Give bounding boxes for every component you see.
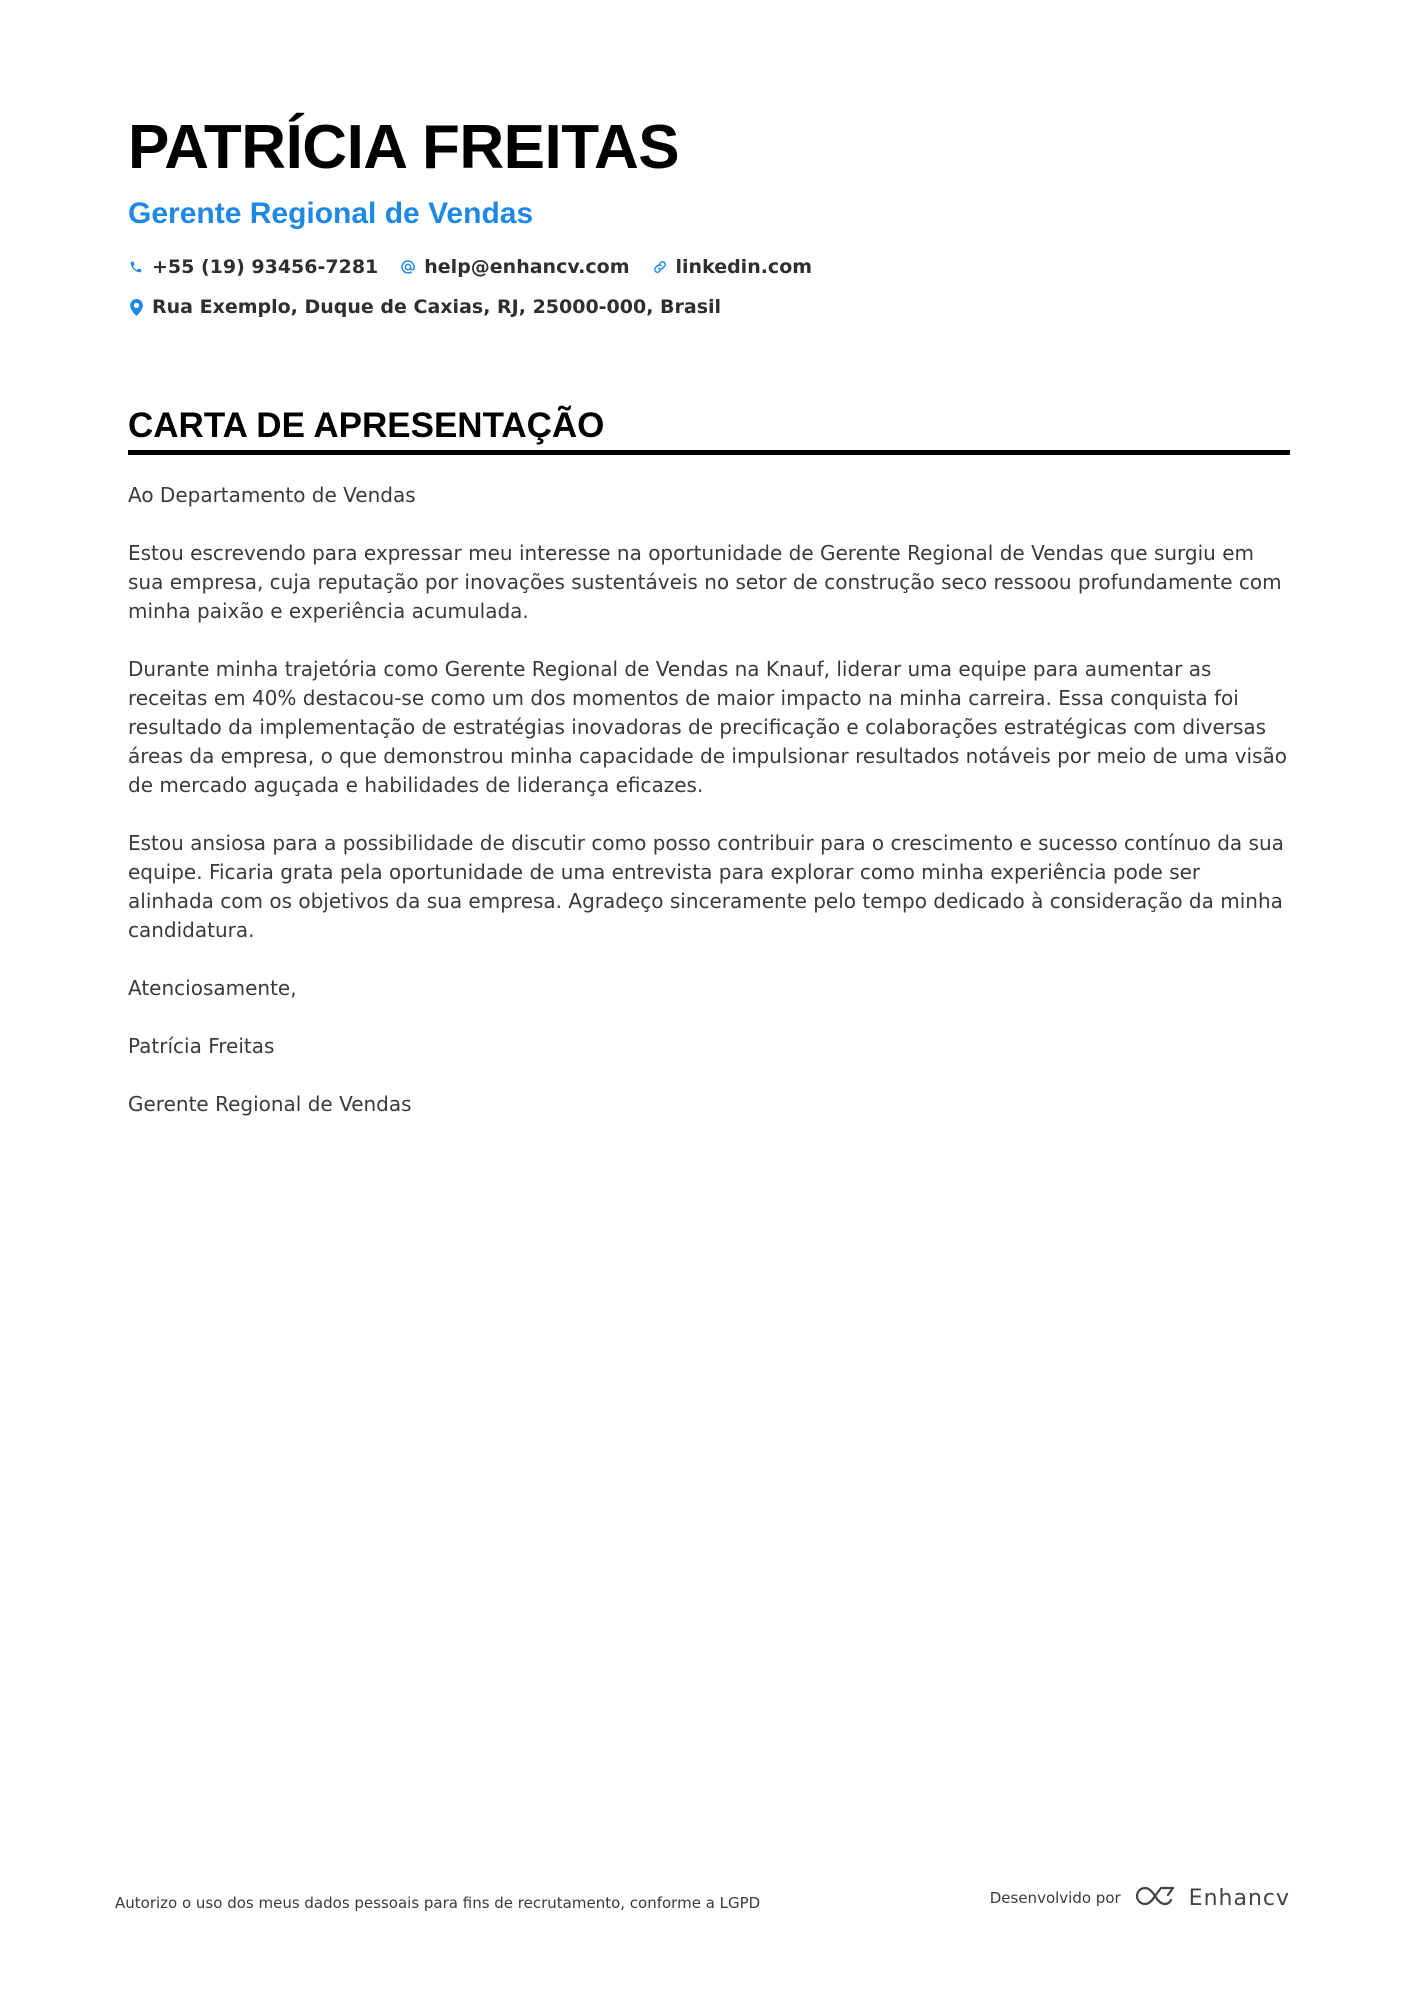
- contact-phone: [128, 256, 378, 278]
- contact-email[interactable]: [400, 256, 629, 278]
- signature-name: Patrícia Freitas: [128, 1034, 275, 1058]
- contact-linkedin[interactable]: [652, 256, 813, 278]
- phone-icon: [128, 258, 144, 276]
- section-divider: [128, 450, 1290, 455]
- letter-paragraph: Estou ansiosa para a possibilidade de discutir como posso contribuir para o crescimento e sucesso contínuo da sua equipe. Ficaria grata pela oportunidade de uma entrevista para explorar como minha experiência pode ser alinhada com os objetivos da sua empresa. Agradeço sinceramente pelo tempo dedicado à consideração da minha candidatura.: [128, 831, 1284, 942]
- contact-address: [128, 296, 721, 318]
- phone-text: +55 (19) 93456-7281: [152, 256, 379, 278]
- lgpd-consent-note: Autorizo o uso dos meus dados pessoais para fins de recrutamento, conforme a LGPD: [115, 1894, 761, 1912]
- signature-title: Gerente Regional de Vendas: [128, 1092, 412, 1116]
- cover-letter-section: [128, 404, 1290, 1148]
- powered-by[interactable]: [990, 1884, 1290, 1912]
- letter-greeting: Ao Departamento de Vendas: [128, 483, 416, 507]
- letter-closing: Atenciosamente,: [128, 976, 297, 1000]
- contact-row-primary: [128, 254, 1290, 280]
- at-icon: [400, 258, 416, 276]
- letter-body: [128, 481, 1290, 1119]
- job-title: Gerente Regional de Vendas: [128, 197, 534, 230]
- powered-by-label: Desenvolvido por: [989, 1889, 1121, 1907]
- address-text: Rua Exemplo, Duque de Caxias, RJ, 25000-000, Brasil: [152, 296, 722, 318]
- candidate-name: PATRÍCIA FREITAS: [128, 113, 680, 182]
- contact-row-secondary: [128, 294, 1290, 320]
- brand-logo[interactable]: [1133, 1884, 1290, 1912]
- email-text[interactable]: help@enhancv.com: [424, 256, 630, 278]
- enhancv-logo-icon: [1133, 1884, 1179, 1912]
- location-pin-icon: [128, 298, 144, 316]
- linkedin-text[interactable]: linkedin.com: [675, 256, 813, 278]
- brand-name: Enhancv: [1188, 1885, 1290, 1911]
- letter-paragraph: Durante minha trajetória como Gerente Regional de Vendas na Knauf, liderar uma equipe para aumentar as receitas em 40% destacou-se como um dos momentos de maior impacto na minha carreira. Essa conquista foi resultado da implementação de estratégias inovadoras de precificação e colaborações estratégicas com diversas áreas da empresa, o que demonstrou minha capacidade de impulsionar resultados notáveis por meio de uma visão de mercado aguçada e habilidades de liderança eficazes.: [128, 657, 1288, 797]
- header: [128, 112, 1290, 320]
- letter-paragraph: Estou escrevendo para expressar meu interesse na oportunidade de Gerente Regional de Vendas que surgiu em sua empresa, cuja reputação por inovações sustentáveis no setor de construção seco ressoou profundamente com minha paixão e experiência acumulada.: [128, 541, 1282, 623]
- section-title: CARTA DE APRESENTAÇÃO: [128, 406, 605, 445]
- link-icon: [652, 258, 668, 276]
